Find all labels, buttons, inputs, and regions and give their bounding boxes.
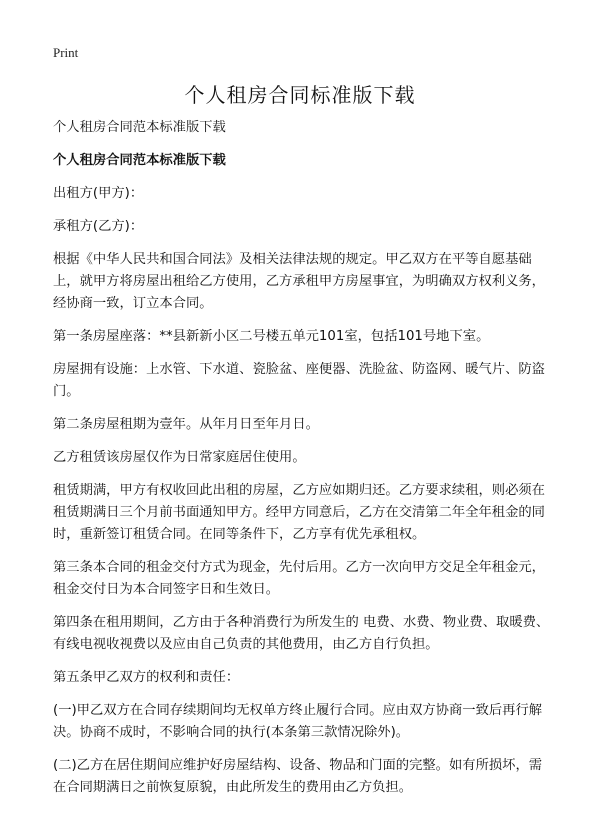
document-paragraph: 租赁期满，甲方有权收回此出租的房屋，乙方应如期归还。乙方要求续租，则必须在租赁期满日三个月前书面通知甲方。经甲方同意后，乙方在交清第二年全年租金的同时，重新签订租赁合同。在同等条件下，乙方享有优先承租权。 bbox=[53, 483, 545, 542]
document-paragraph: 出租方(甲方)： bbox=[53, 186, 144, 201]
document-paragraph: 房屋拥有设施：上水管、下水道、瓷脸盆、座便器、洗脸盆、防盗网、暖气片、防盗门。 bbox=[53, 362, 545, 399]
document-paragraph: 个人租房合同范本标准版下载 bbox=[53, 153, 226, 168]
document-paragraph: 第二条房屋租期为壹年。从年月日至年月日。 bbox=[53, 417, 319, 432]
document-paragraph: 根据《中华人民共和国合同法》及相关法律法规的规定。甲乙双方在平等自愿基础上，就甲方将房屋出租给乙方使用，乙方承租甲方房屋事宜，为明确双方权利义务，经协商一致，订立本合同。 bbox=[53, 252, 545, 311]
document-paragraph: 第四条在租用期间，乙方由于各种消费行为所发生的 电费、水费、物业费、取暖费、有线电视收视费以及应由自己负责的其他费用，由乙方自行负担。 bbox=[53, 615, 550, 652]
document-title: 个人租房合同标准版下载 bbox=[184, 83, 416, 107]
document-paragraph: 个人租房合同范本标准版下载 bbox=[53, 120, 226, 135]
document-paragraph: 承租方(乙方)： bbox=[53, 219, 144, 234]
document-paragraph: 第五条甲乙双方的权利和责任： bbox=[53, 670, 240, 685]
document-paragraph: 第三条本合同的租金交付方式为现金，先付后用。乙方一次向甲方交足全年租金元，租金交付日为本合同签字日和生效日。 bbox=[53, 560, 545, 597]
document-body bbox=[53, 117, 550, 810]
print-link[interactable]: Print bbox=[53, 45, 79, 60]
document-paragraph: (二)乙方在居住期间应维护好房屋结构、设备、物品和门面的完整。如有所损坏，需在合同期满日之前恢复原貌，由此所发生的费用由乙方负担。 bbox=[53, 758, 543, 795]
document-paragraph: 第一条房屋座落：**县新新小区二号楼五单元101室，包括101号地下室。 bbox=[53, 329, 490, 344]
document-paragraph: (一)甲乙双方在合同存续期间均无权单方终止履行合同。应由双方协商一致后再行解决。协商不成时，不影响合同的执行(本条第三款情况除外)。 bbox=[53, 703, 543, 740]
document-paragraph: 乙方租赁该房屋仅作为日常家庭居住使用。 bbox=[53, 450, 306, 465]
